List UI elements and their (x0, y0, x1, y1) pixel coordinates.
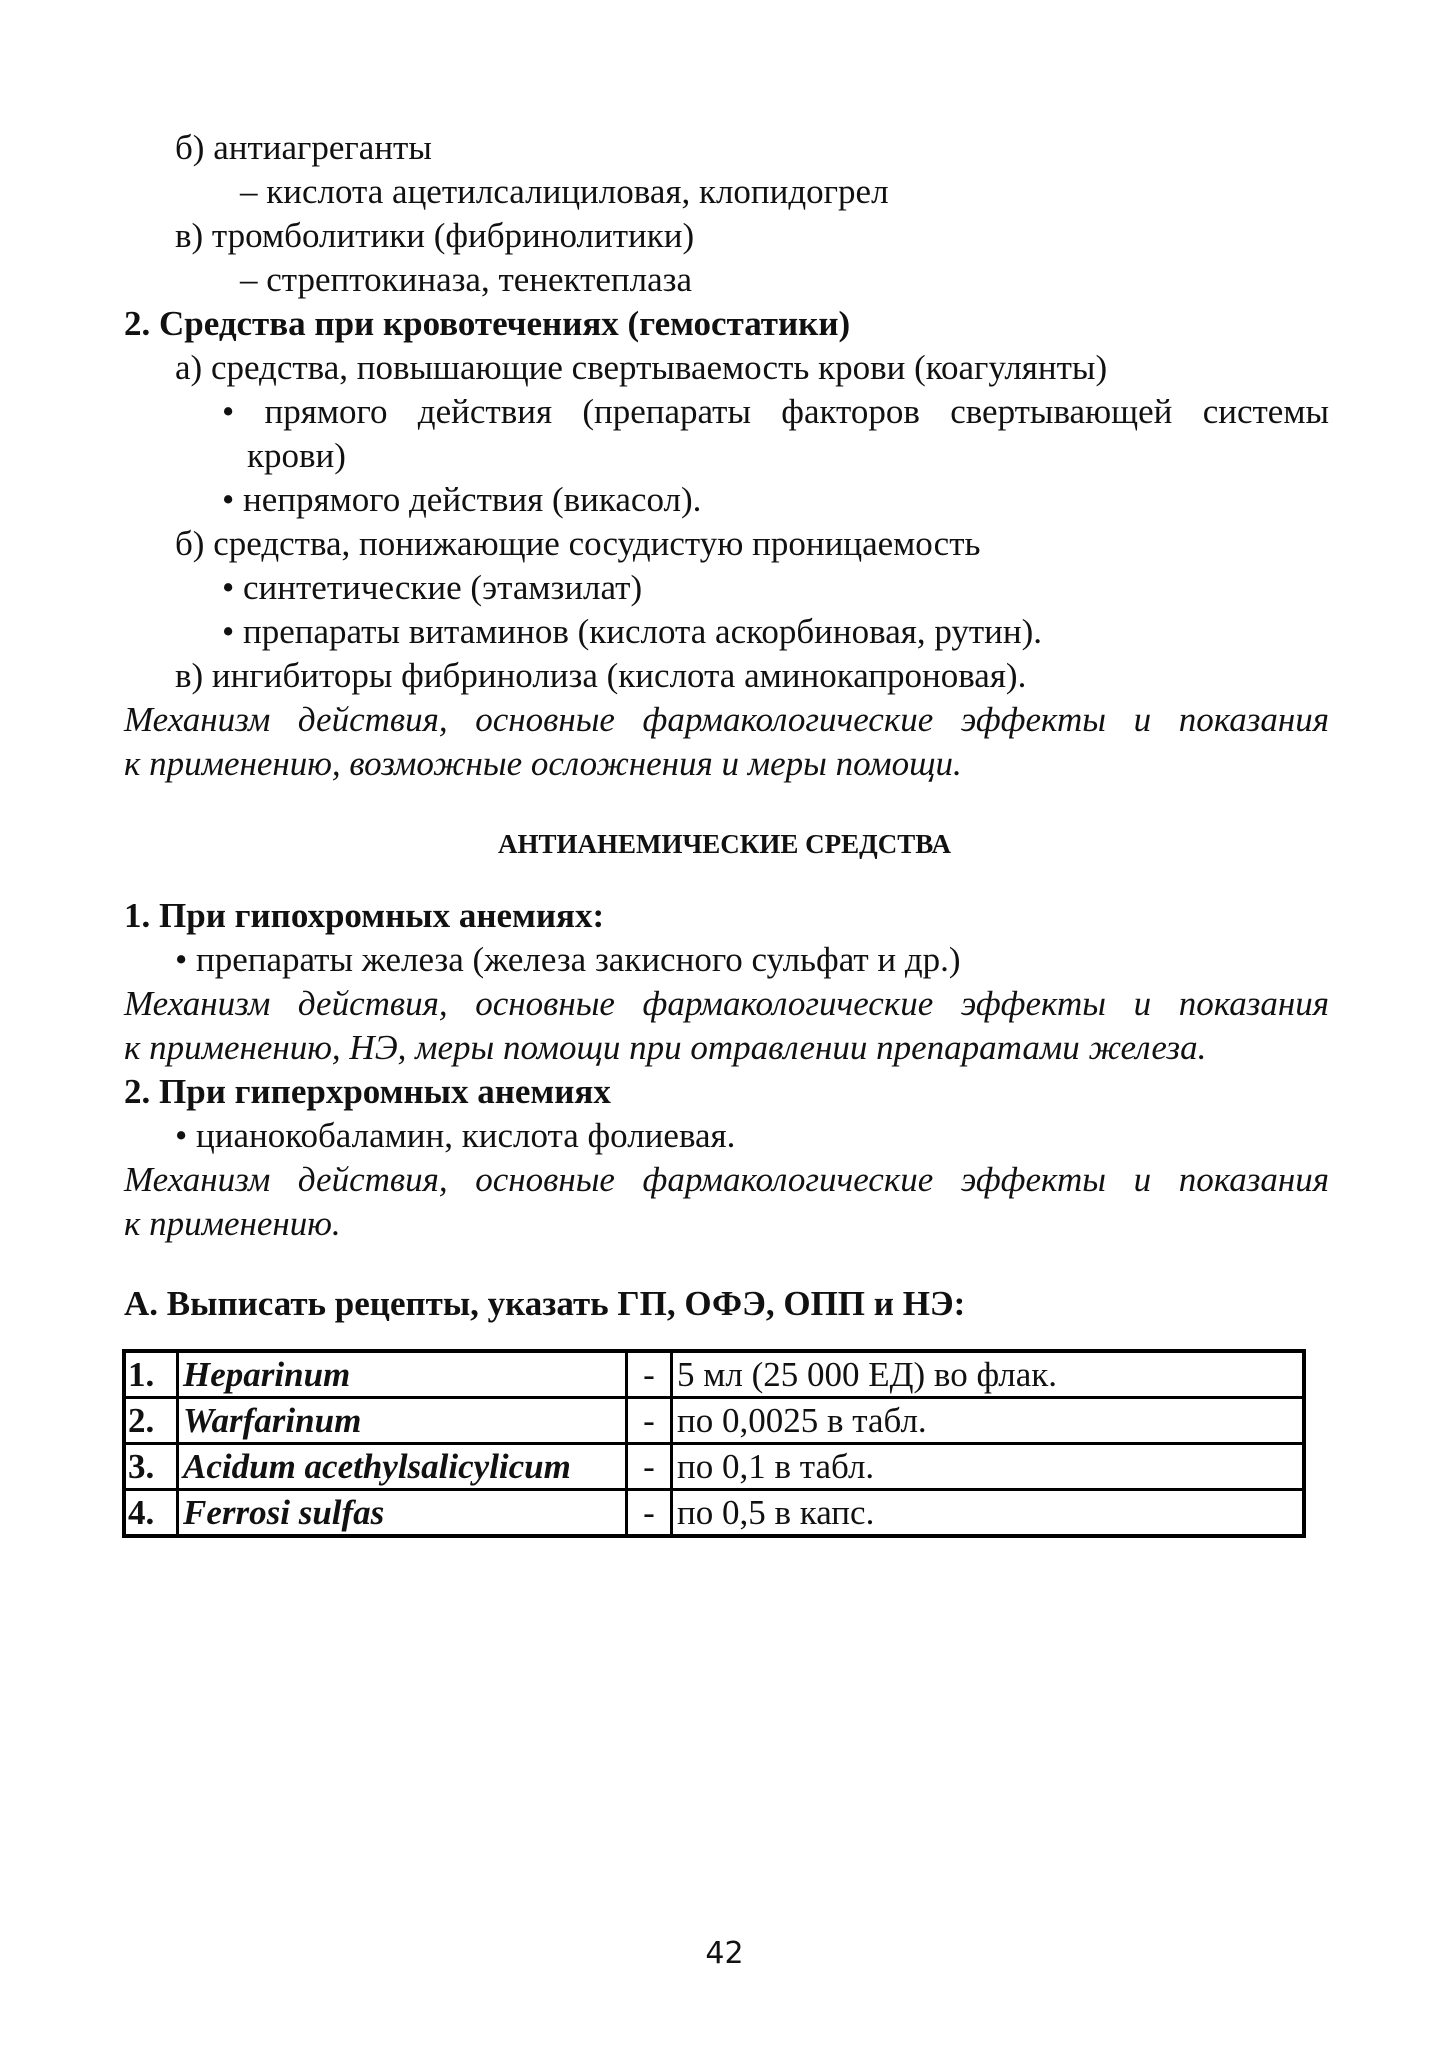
list-subitem-direct-action: • прямого действия (препараты факторов свертывающей системы (222, 392, 1329, 431)
drug-name: Ferrosi sulfas (178, 1490, 627, 1537)
mechanism-note-1: Механизм действия, основные фармакологические эффекты и показания (124, 700, 1329, 739)
mechanism-note-2-cont: к применению, НЭ, меры помощи при отравлении препаратами железа. (124, 1028, 1207, 1067)
mechanism-note-2: Механизм действия, основные фармакологические эффекты и показания (124, 984, 1329, 1023)
list-subitem-iron: • препараты железа (железа закисного сульфат и др.) (175, 940, 961, 979)
drug-name: Acidum acethylsalicylicum (178, 1444, 627, 1490)
row-number: 4. (124, 1490, 178, 1537)
heading-hyperchromic: 2. При гиперхромных анемиях (124, 1072, 611, 1111)
drug-dose: 5 мл (25 000 ЕД) во флак. (672, 1351, 1305, 1398)
list-item-coagulants: а) средства, повышающие свертываемость крови (коагулянты) (175, 348, 1108, 387)
drug-dose: по 0,5 в капс. (672, 1490, 1305, 1537)
page-number: 42 (705, 1936, 744, 1971)
row-dash: - (627, 1490, 672, 1537)
list-subitem-vitamins: • препараты витаминов (кислота аскорбиновая, рутин). (222, 612, 1043, 651)
row-number: 3. (124, 1444, 178, 1490)
list-subitem-cyanocobalamin: • цианокобаламин, кислота фолиевая. (175, 1116, 736, 1155)
drug-dose: по 0,0025 в табл. (672, 1398, 1305, 1444)
table-row (124, 1444, 1304, 1490)
list-subitem-antiaggregants-drugs: – кислота ацетилсалициловая, клопидогрел (240, 172, 889, 211)
list-subitem-thrombolytics-drugs: – стрептокиназа, тенектеплаза (240, 260, 693, 299)
list-item-thrombolytics: в) тромболитики (фибринолитики) (175, 216, 695, 255)
task-heading: А. Выписать рецепты, указать ГП, ОФЭ, ОПП и НЭ: (124, 1284, 966, 1323)
table-row (124, 1351, 1304, 1398)
row-dash: - (627, 1398, 672, 1444)
list-subitem-direct-action-cont: крови) (247, 436, 346, 475)
heading-hemostatics: 2. Средства при кровотечениях (гемостатики) (124, 304, 851, 343)
row-number: 2. (124, 1398, 178, 1444)
drug-name: Warfarinum (178, 1398, 627, 1444)
drug-dose: по 0,1 в табл. (672, 1444, 1305, 1490)
table-row (124, 1398, 1304, 1444)
row-number: 1. (124, 1351, 178, 1398)
row-dash: - (627, 1351, 672, 1398)
list-item-fibrinolysis-inhibitors: в) ингибиторы фибринолиза (кислота аминокапроновая). (175, 656, 1027, 695)
list-item-antiaggregants: б) антиагреганты (175, 128, 432, 167)
table-row (124, 1490, 1304, 1537)
prescriptions-table (122, 1349, 1306, 1538)
mechanism-note-3-cont: к применению. (124, 1204, 341, 1243)
list-item-vascular-permeability: б) средства, понижающие сосудистую проницаемость (175, 524, 981, 563)
drug-name: Heparinum (178, 1351, 627, 1398)
list-subitem-indirect-action: • непрямого действия (викасол). (222, 480, 702, 519)
list-subitem-synthetic: • синтетические (этамзилат) (222, 568, 643, 607)
mechanism-note-3: Механизм действия, основные фармакологические эффекты и показания (124, 1160, 1329, 1199)
row-dash: - (627, 1444, 672, 1490)
heading-hypochromic: 1. При гипохромных анемиях: (124, 896, 605, 935)
mechanism-note-1-cont: к применению, возможные осложнения и меры помощи. (124, 744, 962, 783)
section-title-antianemic: АНТИАНЕМИЧЕСКИЕ СРЕДСТВА (497, 829, 952, 859)
